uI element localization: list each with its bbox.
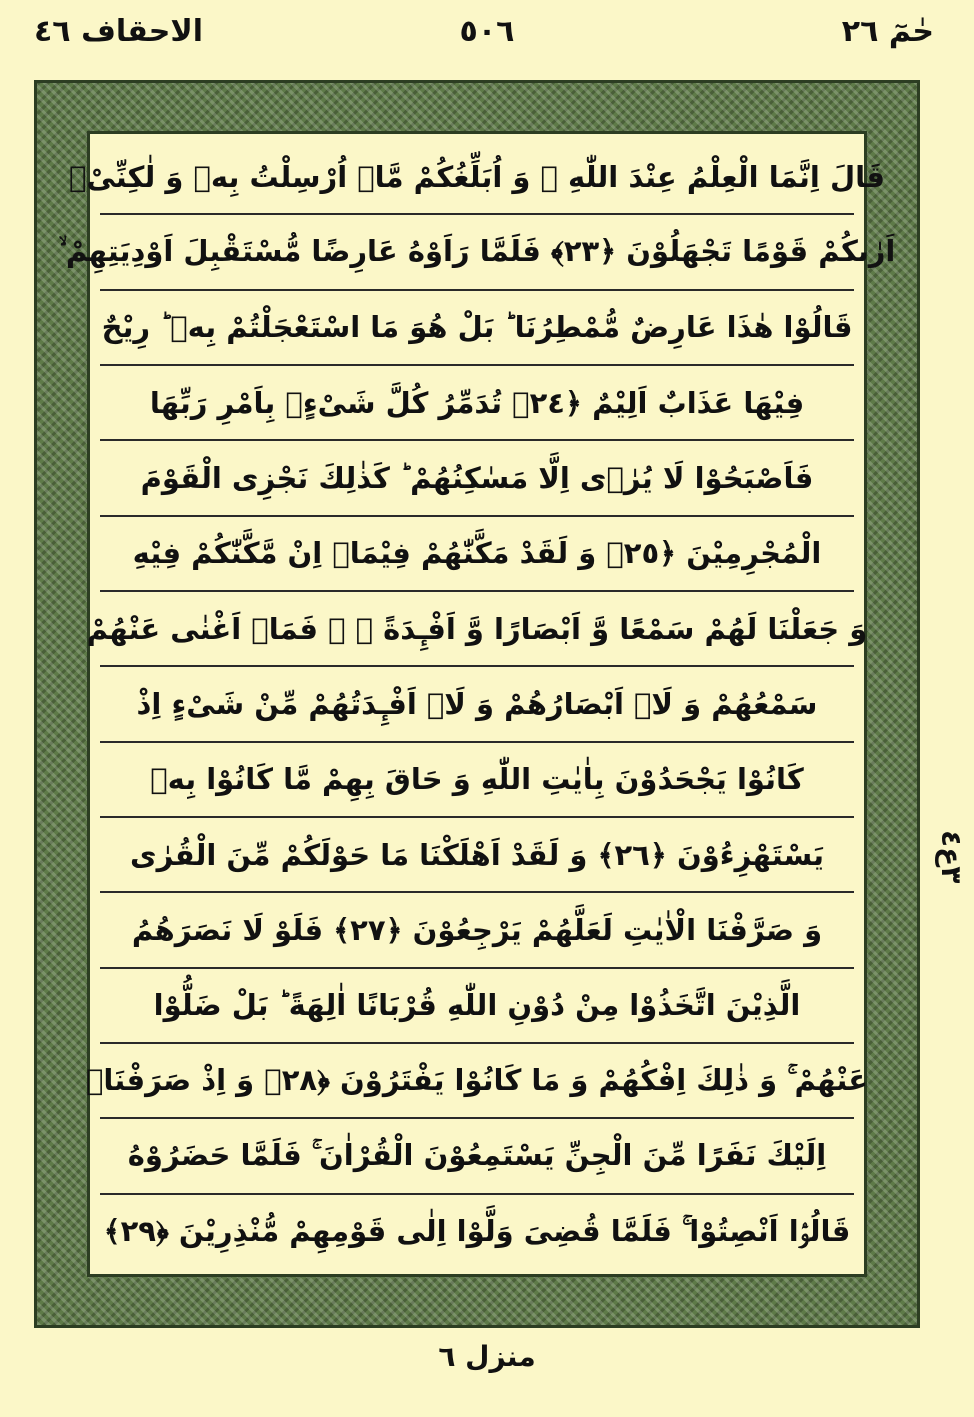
surah-name: الاحقاف ٤٦ [34, 14, 204, 49]
juz-label: حٰمٓ ٢٦ [841, 14, 934, 49]
verse-line: وَ جَعَلْنَا لَهُمْ سَمْعًا وَّ اَبْصَارًا وَّ اَفْـِٕدَةً ۖ ؗ فَمَاۤ اَغْنٰى عَنْهُمْ [100, 592, 854, 667]
verse-line: یَسْتَهْزِءُوْنَ ﴿٢٦﴾ وَ لَقَدْ اَهْلَكْنَا مَا حَوْلَكُمْ مِّنَ الْقُرٰى [100, 818, 854, 893]
page-header [0, 8, 974, 64]
verse-line: فِیْهَا عَذَابٌ اَلِیْمٌ ﴿٢٤﴾ تُدَمِّرُ كُلَّ شَیْءٍۭ بِاَمْرِ رَبِّهَا [100, 366, 854, 441]
verse-line: اِلَیْكَ نَفَرًا مِّنَ الْجِنِّ یَسْتَمِعُوْنَ الْقُرْاٰنَ ۚ فَلَمَّا حَضَرُوْهُ [100, 1119, 854, 1194]
verse-line: سَمْعُهُمْ وَ لَاۤ اَبْصَارُهُمْ وَ لَاۤ اَفْـِٕدَتُهُمْ مِّنْ شَیْءٍ اِذْ [100, 667, 854, 742]
text-panel [58, 131, 896, 1277]
verse-lines [58, 140, 896, 1268]
verse-line: وَ صَرَّفْنَا الْاٰیٰتِ لَعَلَّهُمْ یَرْجِعُوْنَ ﴿٢٧﴾ فَلَوْ لَا نَصَرَهُمُ [100, 893, 854, 968]
verse-line: كَانُوْا یَجْحَدُوْنَ بِاٰیٰتِ اللّٰهِ وَ حَاقَ بِهِمْ مَّا كَانُوْا بِهٖ [100, 743, 854, 818]
verse-line: فَاَصْبَحُوْا لَا یُرٰۤى اِلَّا مَسٰكِنُهُمْ ؕ كَذٰلِكَ نَجْزِی الْقَوْمَ [100, 441, 854, 516]
manzil-footer: منزل ٦ [438, 1340, 536, 1373]
verse-line: قَالُوْا هٰذَا عَارِضٌ مُّمْطِرُنَا ؕ بَلْ هُوَ مَا اسْتَعْجَلْتُمْ بِهٖ ؕ رِیْحٌ [100, 291, 854, 366]
verse-line: عَنْهُمْ ۚ وَ ذٰلِكَ اِفْكُهُمْ وَ مَا كَانُوْا یَفْتَرُوْنَ ﴿٢٨﴾ وَ اِذْ صَرَفْنَاۤ [100, 1044, 854, 1119]
verse-line: قَالُوْۤا اَنْصِتُوْا ۚ فَلَمَّا قُضِیَ وَلَّوْا اِلٰى قَوْمِهِمْ مُّنْذِرِیْنَ ﴿٢٩﴾ [103, 1213, 851, 1248]
verse-line: الَّذِیْنَ اتَّخَذُوْا مِنْ دُوْنِ اللّٰهِ قُرْبَانًا اٰلِهَةً ؕ بَلْ ضَلُّوْا [100, 969, 854, 1044]
verse-line: الْمُجْرِمِیْنَ ﴿٢٥﴾ وَ لَقَدْ مَكَّنّٰهُمْ فِیْمَاۤ اِنْ مَّكَّنّٰكُمْ فِیْهِ [100, 517, 854, 592]
ornamental-border [34, 80, 920, 1328]
verse-line: قَالَ اِنَّمَا الْعِلْمُ عِنْدَ اللّٰهِ ۖ وَ اُبَلِّغُكُمْ مَّاۤ اُرْسِلْتُ بِهٖ وَ لٰكِنِّیْۤ [100, 140, 854, 215]
ruku-marker: ٣ع٤ [935, 830, 968, 884]
verse-line: اَرٰىكُمْ قَوْمًا تَجْهَلُوْنَ ﴿٢٣﴾ فَلَمَّا رَاَوْهُ عَارِضًا مُّسْتَقْبِلَ اَوْدِیَتِهِمْ ۙ [100, 215, 854, 290]
page-number: ٥٠٦ [459, 14, 515, 49]
